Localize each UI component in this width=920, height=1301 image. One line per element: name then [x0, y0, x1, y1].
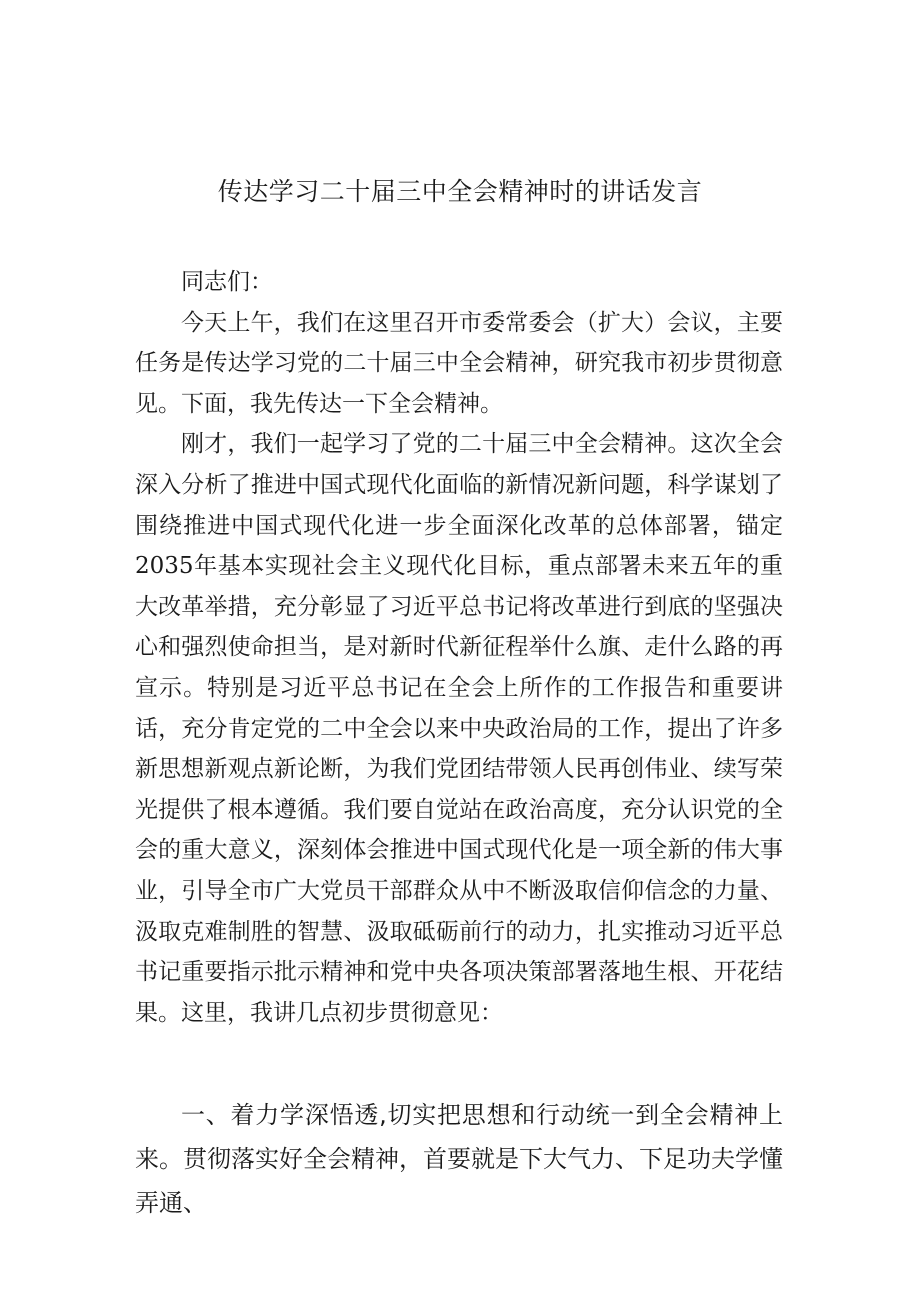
- paragraph-2: 刚才，我们一起学习了党的二十届三中全会精神。这次全会深入分析了推进中国式现代化面临的新情况新问题，科学谋划了围绕推进中国式现代化进一步全面深化改革的总体部署，锚定2035年基本实现社会主义现代化目标，重点部署未来五年的重大改革举措，充分彰显了习近平总书记将改革进行到底的坚强决心和强烈使命担当，是对新时代新征程举什么旗、走什么路的再宣示。特别是习近平总书记在全会上所作的工作报告和重要讲话，充分肯定党的二中全会以来中央政治局的工作，提出了许多新思想新观点新论断，为我们党团结带领人民再创伟业、续写荣光提供了根本遵循。我们要自觉站在政治高度，充分认识党的全会的重大意义，深刻体会推进中国式现代化是一项全新的伟大事业，引导全市广大党员干部群众从中不断汲取信仰信念的力量、汲取克难制胜的智慧、汲取砥砺前行的动力，扎实推动习近平总书记重要指示批示精神和党中央各项决策部署落地生根、开花结果。这里，我讲几点初步贯彻意见：: [135, 431, 783, 1026]
- section-one: [135, 1093, 783, 1225]
- section-text: 贯彻落实好全会精神，首要就是下大气力、下足功夫学懂弄通、: [135, 1145, 783, 1217]
- section-heading: 一、着力学深悟透,切实把思想和行动统一到全会精神上来。: [135, 1101, 783, 1173]
- paragraph-1: 今天上午，我们在这里召开市委常委会（扩大）会议，主要任务是传达学习党的二十届三中全会精神，研究我市初步贯彻意见。下面，我先传达一下全会精神。: [135, 309, 783, 417]
- document-body: [135, 262, 783, 1033]
- document-title: 传达学习二十届三中全会精神时的讲话发言: [217, 177, 703, 206]
- salutation: 同志们：: [181, 269, 273, 295]
